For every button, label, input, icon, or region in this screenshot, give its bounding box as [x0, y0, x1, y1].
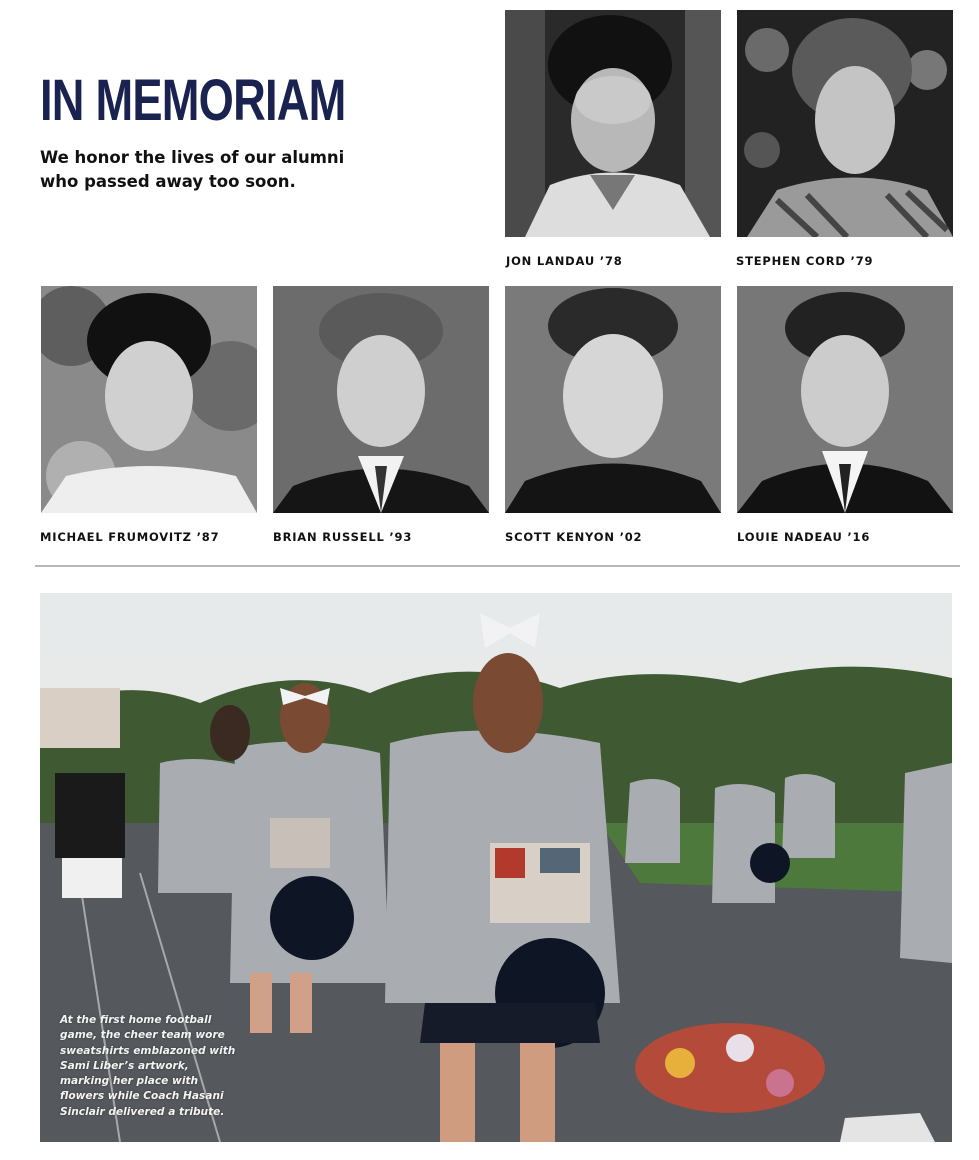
cheer-team-photo [40, 593, 952, 1142]
portrait-brian-russell [273, 286, 489, 513]
portrait-jon-landau [505, 10, 721, 237]
alumni-name: LOUIE NADEAU ’16 [737, 530, 871, 544]
portrait-louie-nadeau [737, 286, 953, 513]
portrait-scott-kenyon [505, 286, 721, 513]
section-divider [35, 565, 960, 567]
page-subtitle: We honor the lives of our alumni who passed away too soon. [40, 148, 345, 191]
alumni-name: MICHAEL FRUMOVITZ ’87 [40, 530, 220, 544]
page-title: IN MEMORIAM [40, 68, 346, 133]
alumni-name: SCOTT KENYON ’02 [505, 530, 643, 544]
photo-caption: At the first home football game, the cheer team wore sweatshirts emblazoned with Sami Liber’s artwork, marking her place with flowers while Coach Hasani Sinclair delivered a tribute. [60, 1013, 236, 1118]
alumni-name: JON LANDAU ’78 [506, 254, 623, 268]
alumni-name: BRIAN RUSSELL ’93 [273, 530, 413, 544]
portrait-michael-frumovitz [41, 286, 257, 513]
alumni-name: STEPHEN CORD ’79 [736, 254, 874, 268]
portrait-stephen-cord [737, 10, 953, 237]
